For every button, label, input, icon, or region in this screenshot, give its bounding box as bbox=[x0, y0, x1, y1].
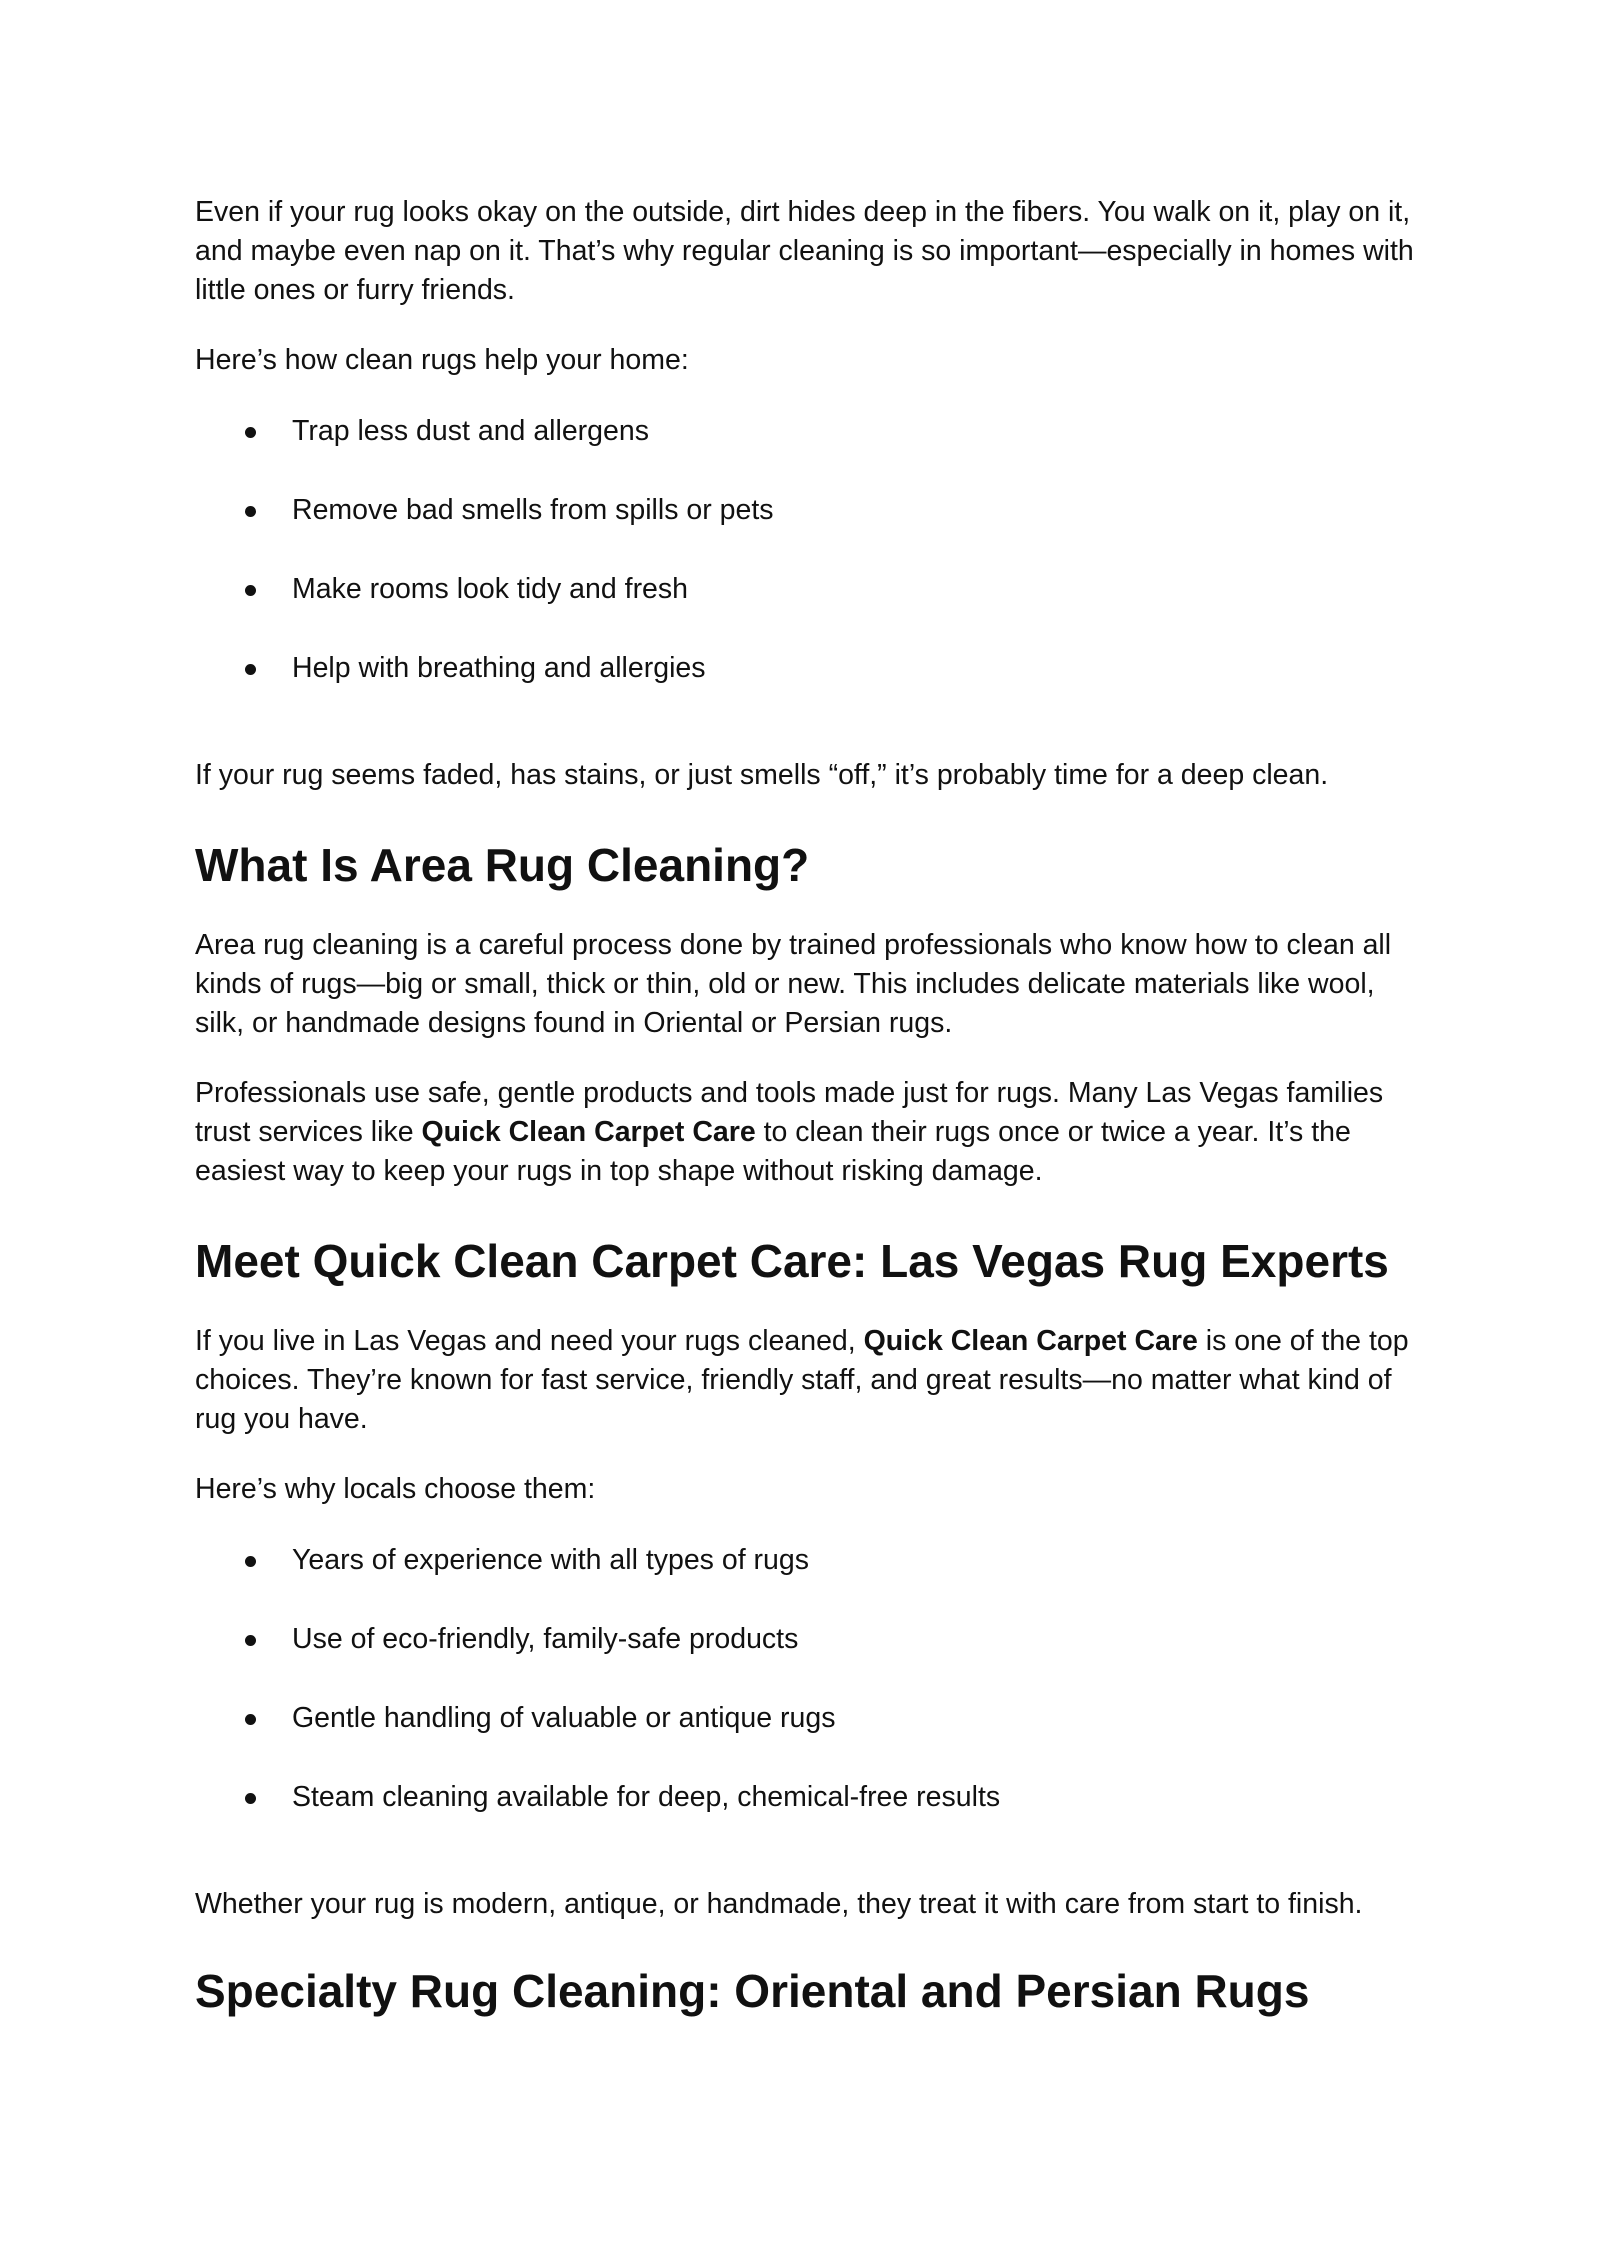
heading-meet-quick-clean: Meet Quick Clean Carpet Care: Las Vegas Rug Experts bbox=[195, 1235, 1389, 1287]
list-item bbox=[195, 649, 1425, 688]
bullet-icon bbox=[245, 506, 256, 517]
list-item-text: Years of experience with all types of rugs bbox=[292, 1544, 809, 1576]
text-run: is one of the top choices. They’re known for fast service, friendly staff, and great results—no matter what kind of rug you have. bbox=[195, 1325, 1409, 1435]
bullet-icon bbox=[245, 1556, 256, 1567]
list-item-text: Steam cleaning available for deep, chemical-free results bbox=[292, 1781, 1001, 1813]
list-item-text: Use of eco-friendly, family-safe products bbox=[292, 1623, 799, 1655]
reasons-list bbox=[195, 1541, 1425, 1817]
list-item bbox=[195, 412, 1425, 451]
text-run: If you live in Las Vegas and need your rugs cleaned, bbox=[195, 1325, 864, 1357]
area-rug-paragraph-1: Area rug cleaning is a careful process done by trained professionals who know how to clean all kinds of rugs—big or small, thick or thin, old or new. This includes delicate materials like wool, silk, or handmade designs found in Oriental or Persian rugs. bbox=[195, 929, 1392, 1039]
bullet-icon bbox=[245, 585, 256, 596]
list-item bbox=[195, 1699, 1425, 1738]
reasons-lead: Here’s why locals choose them: bbox=[195, 1473, 596, 1505]
bullet-icon bbox=[245, 1793, 256, 1804]
heading-area-rug-cleaning: What Is Area Rug Cleaning? bbox=[195, 839, 810, 891]
list-item bbox=[195, 1620, 1425, 1659]
meet-closing: Whether your rug is modern, antique, or handmade, they treat it with care from start to finish. bbox=[195, 1888, 1363, 1920]
list-item-text: Trap less dust and allergens bbox=[292, 415, 649, 447]
text-run: to clean their rugs once or twice a year. It’s the easiest way to keep your rugs in top shape without risking damage. bbox=[195, 1116, 1351, 1187]
area-rug-paragraph-2 bbox=[195, 1074, 1425, 1191]
intro-paragraph: Even if your rug looks okay on the outside, dirt hides deep in the fibers. You walk on it, play on it, and maybe even nap on it. That’s why regular cleaning is so important—especially in homes with little ones or furry friends. bbox=[195, 196, 1414, 306]
bullet-icon bbox=[245, 427, 256, 438]
company-name-bold: Quick Clean Carpet Care bbox=[863, 1325, 1198, 1357]
intro-closing: If your rug seems faded, has stains, or just smells “off,” it’s probably time for a deep clean. bbox=[195, 759, 1329, 791]
company-name-bold: Quick Clean Carpet Care bbox=[421, 1116, 756, 1148]
list-item bbox=[195, 491, 1425, 530]
bullet-icon bbox=[245, 1635, 256, 1646]
list-item bbox=[195, 1541, 1425, 1580]
list-item bbox=[195, 1778, 1425, 1817]
list-item-text: Help with breathing and allergies bbox=[292, 652, 706, 684]
list-item-text: Gentle handling of valuable or antique rugs bbox=[292, 1702, 836, 1734]
bullet-icon bbox=[245, 1714, 256, 1725]
list-item-text: Remove bad smells from spills or pets bbox=[292, 494, 774, 526]
text-run: Professionals use safe, gentle products and tools made just for rugs. Many Las Vegas families trust services like bbox=[195, 1077, 1384, 1148]
benefits-list bbox=[195, 412, 1425, 688]
list-item-text: Make rooms look tidy and fresh bbox=[292, 573, 689, 605]
heading-specialty-rug-cleaning: Specialty Rug Cleaning: Oriental and Persian Rugs bbox=[195, 1965, 1310, 2017]
benefits-lead: Here’s how clean rugs help your home: bbox=[195, 344, 689, 376]
list-item bbox=[195, 570, 1425, 609]
meet-paragraph bbox=[195, 1322, 1425, 1439]
bullet-icon bbox=[245, 664, 256, 675]
